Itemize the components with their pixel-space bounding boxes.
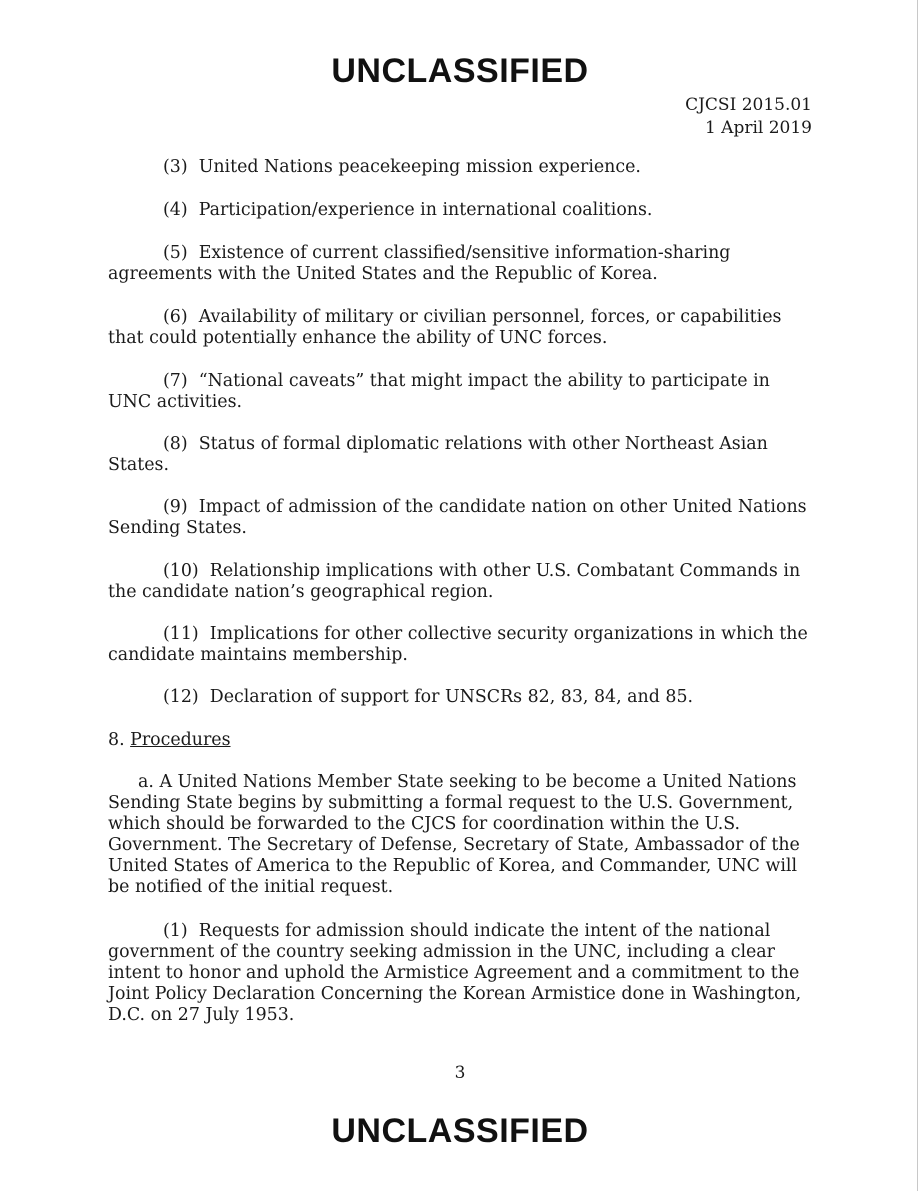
doc-date: 1 April 2019 (704, 118, 812, 138)
item-text: Existence of current classified/sensitive information-sharing agreements with the United States and the Republic of Korea. (108, 243, 731, 284)
item-text: “National caveats” that might impact the ability to participate in UNC activities. (108, 371, 770, 412)
paragraph-a1 (108, 921, 813, 1026)
list-item (108, 200, 813, 221)
item-number: (10) (163, 561, 199, 581)
section-heading (108, 730, 231, 751)
paragraph-label: (1) (163, 921, 188, 941)
item-text: United Nations peacekeeping mission experience. (198, 157, 641, 177)
list-item (108, 497, 813, 539)
classification-footer: UNCLASSIFIED (331, 1112, 589, 1150)
item-text: Availability of military or civilian personnel, forces, or capabilities that could potentially enhance the ability of UNC forces. (108, 307, 782, 348)
item-number: (5) (163, 243, 188, 263)
list-item (108, 371, 813, 413)
paragraph-a (108, 772, 813, 898)
list-item (108, 434, 813, 476)
paragraph-label: a. (138, 772, 154, 792)
list-item (108, 307, 813, 349)
list-item (108, 687, 813, 708)
item-text: Status of formal diplomatic relations with other Northeast Asian States. (108, 434, 768, 475)
item-text: Implications for other collective security organizations in which the candidate maintains membership. (108, 624, 808, 665)
item-number: (3) (163, 157, 188, 177)
item-text: Participation/experience in international coalitions. (198, 200, 653, 220)
paragraph-text: Requests for admission should indicate the intent of the national government of the country seeking admission in the UNC, including a clear intent to honor and uphold the Armistice Agreement and a commitment to the Joint Policy Declaration Concerning the Korean Armistice done in Washington, D.C. on 27 July 1953. (108, 921, 802, 1025)
item-text: Relationship implications with other U.S. Combatant Commands in the candidate nation’s geographical region. (108, 561, 801, 602)
item-text: Declaration of support for UNSCRs 82, 83, 84, and 85. (209, 687, 694, 707)
list-item (108, 624, 813, 666)
item-text: Impact of admission of the candidate nation on other United Nations Sending States. (108, 497, 807, 538)
list-item (108, 561, 813, 603)
document-identifier (685, 94, 812, 140)
section-number: 8. (108, 730, 125, 750)
section-title: Procedures (130, 730, 231, 750)
page-number: 3 (454, 1063, 466, 1083)
classification-header: UNCLASSIFIED (331, 52, 589, 90)
list-item (108, 243, 813, 285)
item-number: (11) (163, 624, 199, 644)
item-number: (8) (163, 434, 188, 454)
item-number: (9) (163, 497, 188, 517)
item-number: (6) (163, 307, 188, 327)
item-number: (12) (163, 687, 199, 707)
doc-number: CJCSI 2015.01 (685, 95, 812, 115)
item-number: (4) (163, 200, 188, 220)
item-number: (7) (163, 371, 188, 391)
paragraph-text: A United Nations Member State seeking to be become a United Nations Sending State begins by submitting a formal request to the U.S. Government, which should be forwarded to the CJCS for coordination within the U.S. Government. The Secretary of Defense, Secretary of State, Ambassador of the United States of America to the Republic of Korea, and Commander, UNC will be notified of the initial request. (108, 772, 800, 897)
list-item (108, 157, 813, 178)
page-edge-line (917, 0, 918, 1191)
